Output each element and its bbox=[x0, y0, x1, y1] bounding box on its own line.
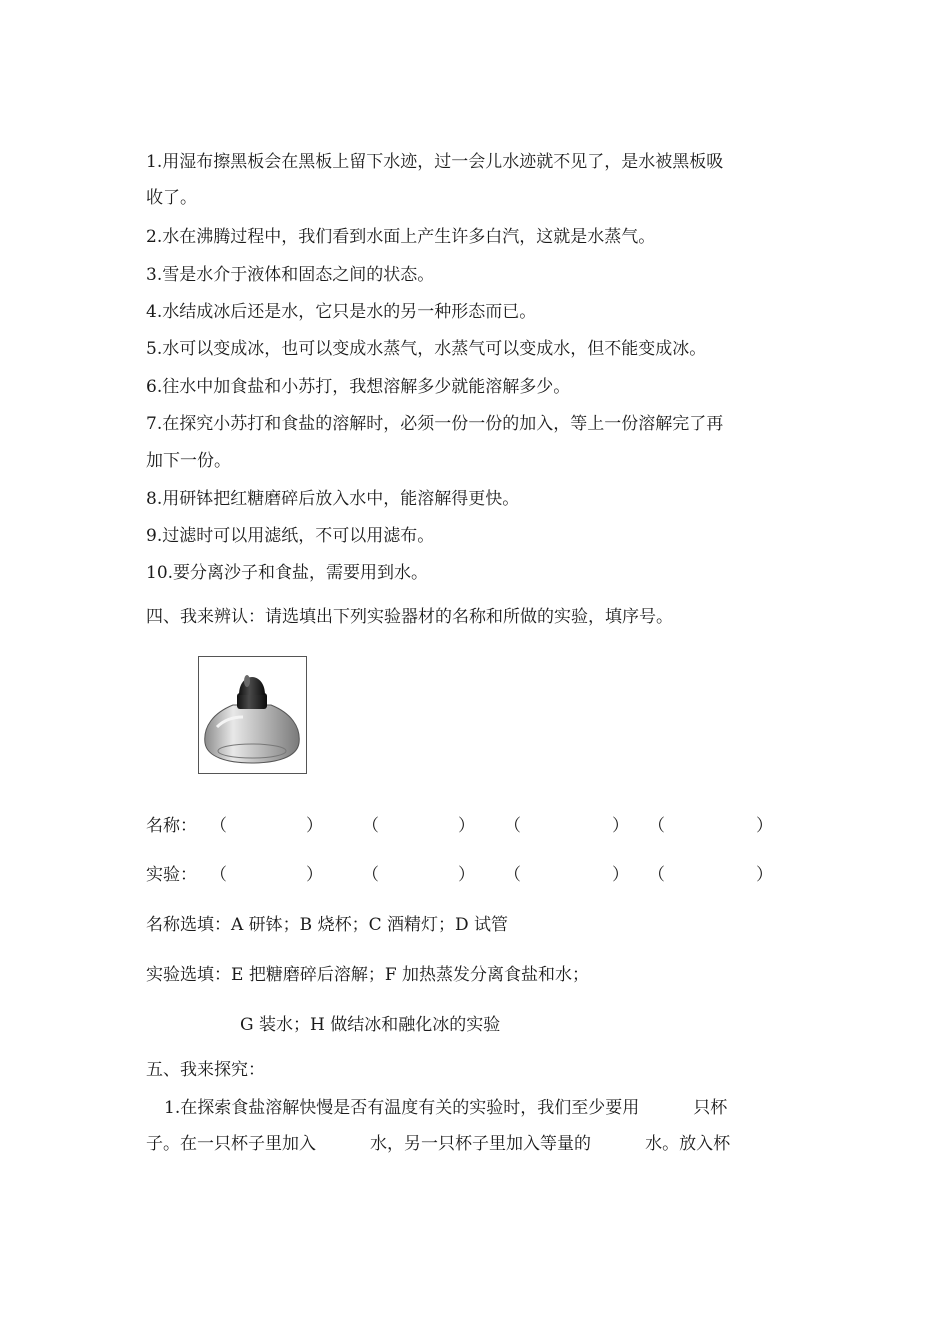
experiment-answer-row bbox=[146, 864, 786, 886]
item-10: 10.要分离沙子和食盐，需要用到水。 bbox=[146, 563, 429, 583]
name-blank-2-open: （ bbox=[362, 816, 379, 836]
name-blank-4-close: ） bbox=[756, 816, 773, 836]
item-4: 4.水结成冰后还是水，它只是水的另一种形态而已。 bbox=[146, 302, 537, 322]
item-5: 5.水可以变成冰，也可以变成水蒸气，水蒸气可以变成水，但不能变成冰。 bbox=[146, 339, 707, 359]
alcohol-lamp-photo bbox=[198, 656, 307, 774]
name-answer-row bbox=[146, 815, 786, 837]
exp-blank-2-open: （ bbox=[362, 865, 379, 885]
experiment-options-line-1: 实验选填：E 把糖磨碎后溶解；F 加热蒸发分离食盐和水； bbox=[146, 965, 590, 985]
exp-blank-1-close: ） bbox=[306, 865, 323, 885]
item-8: 8.用研钵把红糖磨碎后放入水中，能溶解得更快。 bbox=[146, 489, 520, 509]
section-5-heading: 五、我来探究： bbox=[146, 1060, 265, 1080]
name-blank-3-open: （ bbox=[504, 816, 521, 836]
section-5-q1-line-1: 1.在探索食盐溶解快慢是否有温度有关的实验时，我们至少要用 只杯 bbox=[164, 1098, 728, 1118]
exp-blank-3-close: ） bbox=[612, 865, 629, 885]
item-6: 6.往水中加食盐和小苏打，我想溶解多少就能溶解多少。 bbox=[146, 377, 571, 397]
item-2: 2.水在沸腾过程中，我们看到水面上产生许多白汽，这就是水蒸气。 bbox=[146, 227, 656, 247]
name-blank-1-close: ） bbox=[306, 816, 323, 836]
name-options: 名称选填：A 研钵；B 烧杯；C 酒精灯；D 试管 bbox=[146, 915, 509, 935]
item-7-line-2: 加下一份。 bbox=[146, 451, 231, 471]
item-1-line-2: 收了。 bbox=[146, 188, 197, 208]
exp-blank-1-open: （ bbox=[210, 865, 227, 885]
exp-blank-2-close: ） bbox=[458, 865, 475, 885]
item-1-line-1: 1.用湿布擦黑板会在黑板上留下水迹，过一会儿水迹就不见了，是水被黑板吸 bbox=[146, 152, 724, 172]
item-9: 9.过滤时可以用滤纸，不可以用滤布。 bbox=[146, 526, 435, 546]
experiment-label: 实验： bbox=[146, 865, 197, 885]
name-blank-4-open: （ bbox=[648, 816, 665, 836]
name-blank-1-open: （ bbox=[210, 816, 227, 836]
exp-blank-3-open: （ bbox=[504, 865, 521, 885]
name-blank-3-close: ） bbox=[612, 816, 629, 836]
exp-blank-4-close: ） bbox=[756, 865, 773, 885]
name-blank-2-close: ） bbox=[458, 816, 475, 836]
section-5-q1-line-2: 子。在一只杯子里加入 水，另一只杯子里加入等量的 水。放入杯 bbox=[146, 1134, 731, 1154]
exp-blank-4-open: （ bbox=[648, 865, 665, 885]
item-7-line-1: 7.在探究小苏打和食盐的溶解时，必须一份一份的加入，等上一份溶解完了再 bbox=[146, 414, 724, 434]
item-3: 3.雪是水介于液体和固态之间的状态。 bbox=[146, 265, 435, 285]
experiment-options-line-2: G 装水；H 做结冰和融化冰的实验 bbox=[240, 1015, 501, 1035]
name-label: 名称： bbox=[146, 816, 197, 836]
section-4-heading: 四、我来辨认：请选填出下列实验器材的名称和所做的实验，填序号。 bbox=[146, 607, 673, 627]
